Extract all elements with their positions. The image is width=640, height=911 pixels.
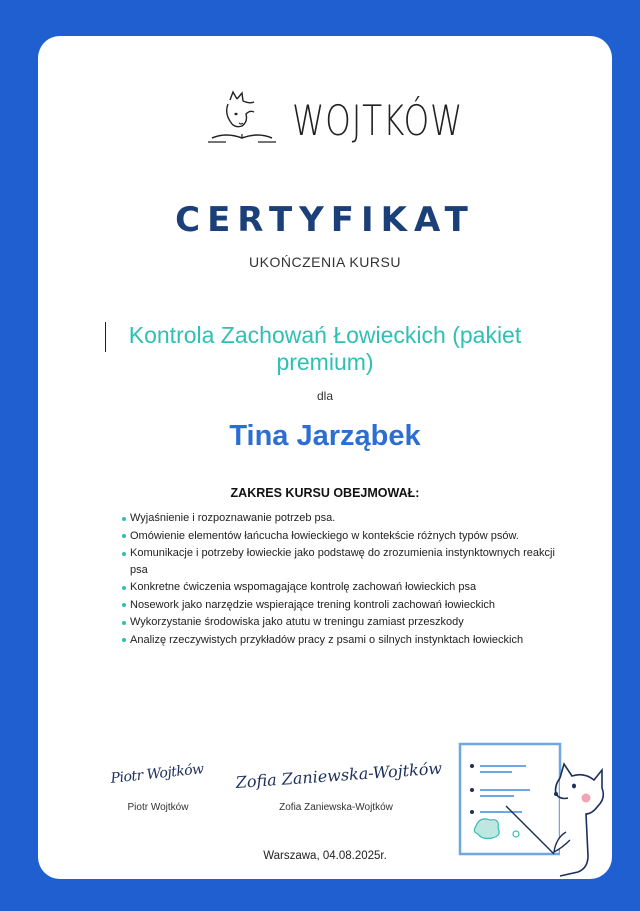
signatory-name: Zofia Zaniewska-Wojtków bbox=[279, 802, 393, 813]
dog-with-book-icon bbox=[206, 90, 286, 154]
scope-item: Analizę rzeczywistych przykładów pracy z psami o silnych instynktach łowieckich bbox=[122, 632, 562, 649]
for-label: dla bbox=[316, 389, 333, 403]
certificate-card bbox=[38, 36, 612, 879]
signature-script: Piotr Wojtków bbox=[109, 761, 205, 787]
scope-item: Nosework jako narzędzie wspierające trening kontroli zachowań łowieckich bbox=[122, 597, 562, 614]
signature-block-2 bbox=[235, 758, 443, 813]
recipient-name: Tina Jarząbek bbox=[229, 420, 421, 452]
scope-item: Konkretne ćwiczenia wspomagające kontrolę zachowań łowieckich psa bbox=[122, 579, 562, 596]
scope-item: Omówienie elementów łańcucha łowieckiego w kontekście różnych typów psów. bbox=[122, 528, 562, 545]
scope-item: Wykorzystanie środowiska jako atutu w treningu zamiast przeszkody bbox=[122, 614, 562, 631]
scope-item: Komunikacje i potrzeby łowieckie jako podstawę do zrozumienia instynktownych reakcji psa bbox=[122, 545, 562, 578]
signature-script: Zofia Zaniewska-Wojtków bbox=[235, 758, 443, 792]
certificate-subtitle: UKOŃCZENIA KURSU bbox=[249, 254, 401, 270]
course-name[interactable]: Kontrola Zachowań Łowieckich (pakiet premium) bbox=[128, 322, 522, 375]
brand-logo bbox=[206, 90, 464, 154]
scope-list bbox=[122, 510, 562, 649]
brand-name: WOJTKÓW bbox=[292, 96, 464, 145]
certificate-title: CERTYFIKAT bbox=[175, 200, 475, 240]
scope-heading: ZAKRES KURSU OBEJMOWAŁ: bbox=[230, 486, 420, 500]
scope-item: Wyjaśnienie i rozpoznawanie potrzeb psa. bbox=[122, 510, 562, 527]
signature-block-1 bbox=[108, 761, 208, 813]
signatory-name: Piotr Wojtków bbox=[127, 802, 189, 813]
dog-teacher-whiteboard-icon bbox=[456, 736, 606, 879]
place-date: Warszawa, 04.08.2025r. bbox=[263, 850, 387, 862]
